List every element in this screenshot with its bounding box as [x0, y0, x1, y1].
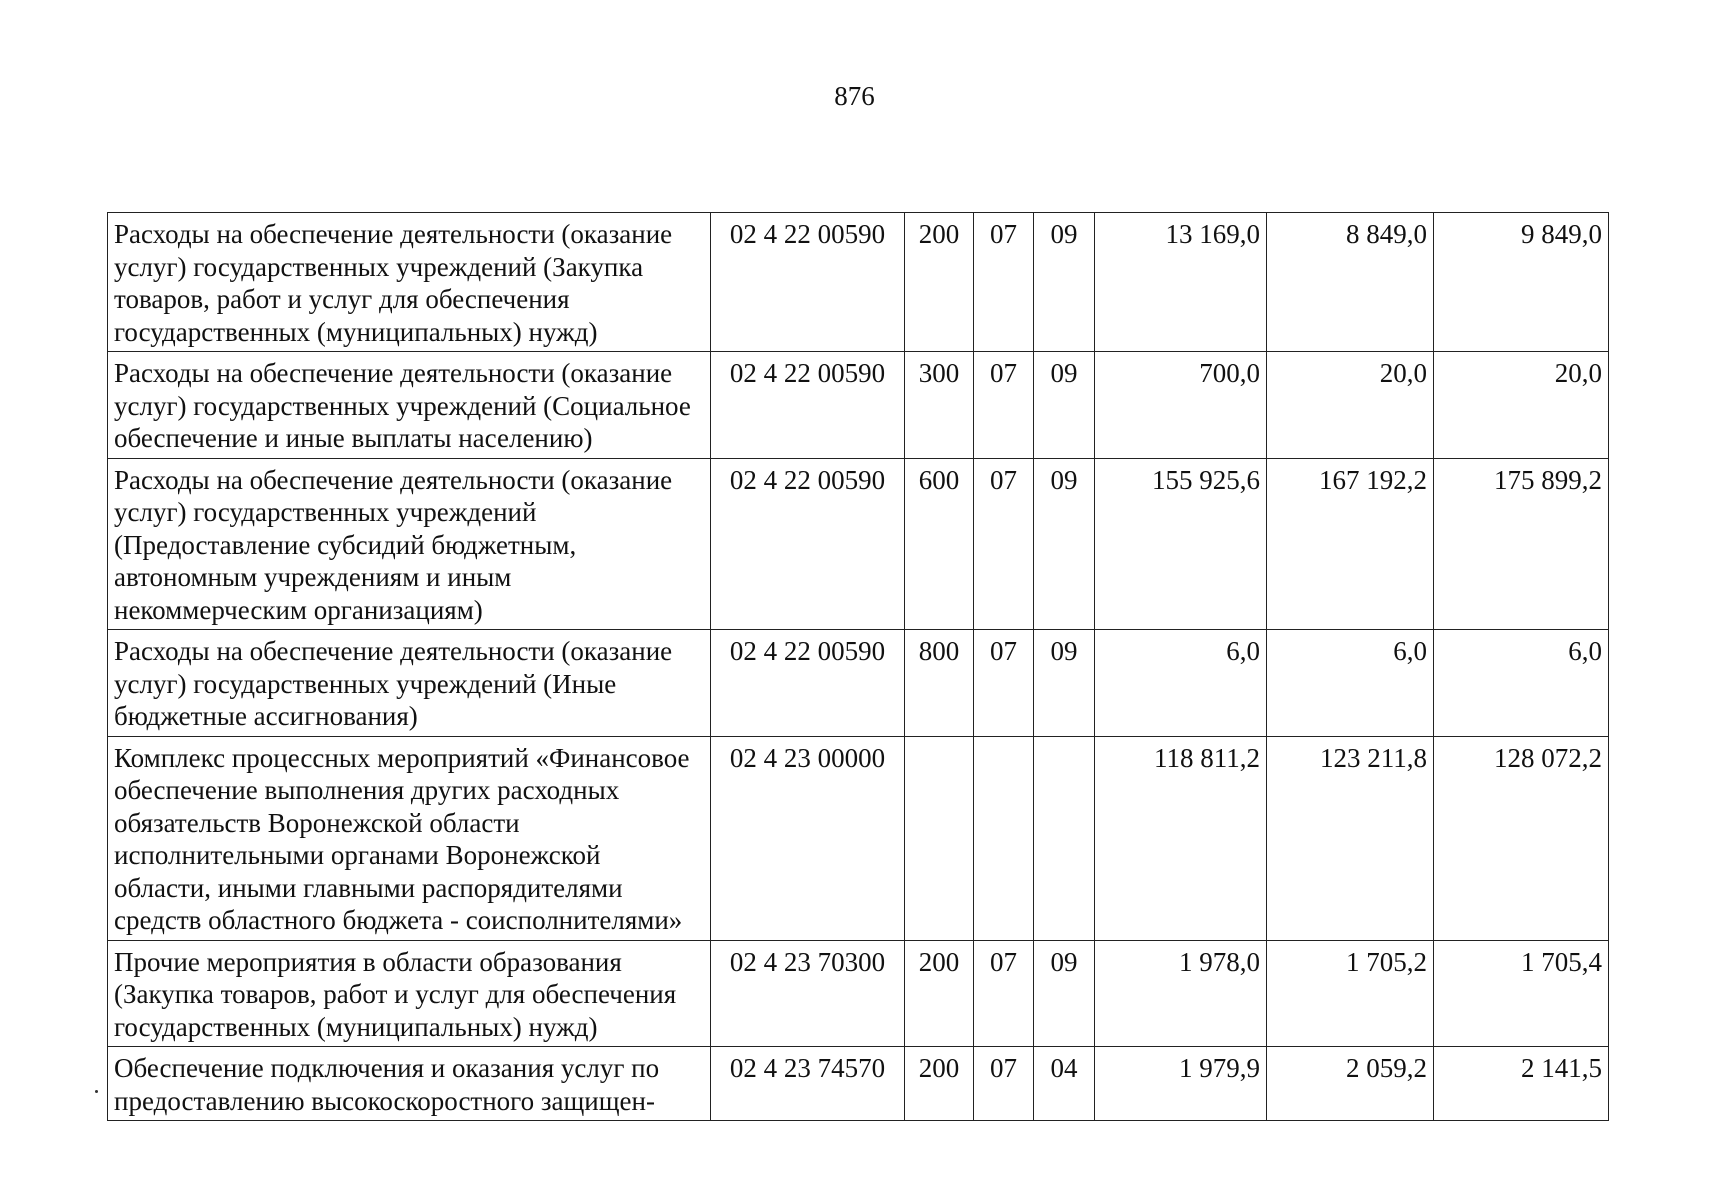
expense-type-code: 200	[905, 940, 974, 1047]
expense-type-code	[905, 736, 974, 940]
expense-name: Расходы на обеспечение деятельности (оказание услуг) государственных учреждений (Закупка товаров, работ и услуг для обеспечения государственных (муниципальных) нужд)	[108, 213, 711, 352]
target-article-code: 02 4 22 00590	[711, 352, 905, 459]
table-row	[108, 352, 1609, 459]
target-article-code: 02 4 22 00590	[711, 458, 905, 630]
amount-year-3: 175 899,2	[1434, 458, 1609, 630]
amount-year-2: 123 211,8	[1267, 736, 1434, 940]
page-number: 876	[834, 81, 875, 111]
amount-year-1: 6,0	[1095, 630, 1267, 737]
section-code	[974, 736, 1034, 940]
amount-year-1: 700,0	[1095, 352, 1267, 459]
section-code: 07	[974, 458, 1034, 630]
amount-year-3: 20,0	[1434, 352, 1609, 459]
amount-year-1: 155 925,6	[1095, 458, 1267, 630]
target-article-code: 02 4 23 00000	[711, 736, 905, 940]
expense-type-code: 200	[905, 1047, 974, 1121]
amount-year-2: 20,0	[1267, 352, 1434, 459]
table-row	[108, 940, 1609, 1047]
target-article-code: 02 4 22 00590	[711, 213, 905, 352]
amount-year-2: 1 705,2	[1267, 940, 1434, 1047]
table-row	[108, 213, 1609, 352]
section-code: 07	[974, 352, 1034, 459]
subsection-code: 09	[1034, 458, 1095, 630]
subsection-code: 09	[1034, 630, 1095, 737]
expense-type-code: 200	[905, 213, 974, 352]
subsection-code: 09	[1034, 213, 1095, 352]
amount-year-3: 1 705,4	[1434, 940, 1609, 1047]
target-article-code: 02 4 23 70300	[711, 940, 905, 1047]
amount-year-1: 1 978,0	[1095, 940, 1267, 1047]
subsection-code: 09	[1034, 940, 1095, 1047]
amount-year-1: 1 979,9	[1095, 1047, 1267, 1121]
expense-name: Расходы на обеспечение деятельности (оказание услуг) государственных учреждений (Социальное обеспечение и иные выплаты населению)	[108, 352, 711, 459]
amount-year-1: 13 169,0	[1095, 213, 1267, 352]
amount-year-2: 6,0	[1267, 630, 1434, 737]
amount-year-2: 167 192,2	[1267, 458, 1434, 630]
subsection-code: 09	[1034, 352, 1095, 459]
amount-year-3: 128 072,2	[1434, 736, 1609, 940]
expense-name: Прочие мероприятия в области образования (Закупка товаров, работ и услуг для обеспечения государственных (муниципальных) нужд)	[108, 940, 711, 1047]
amount-year-3: 6,0	[1434, 630, 1609, 737]
amount-year-2: 2 059,2	[1267, 1047, 1434, 1121]
expense-name: Комплекс процессных мероприятий «Финансовое обеспечение выполнения других расходных обязательств Воронежской области исполнительными органами Воронежской области, иными главными распорядителями средств областного бюджета - соисполнителями»	[108, 736, 711, 940]
expense-type-code: 600	[905, 458, 974, 630]
expense-type-code: 300	[905, 352, 974, 459]
section-code: 07	[974, 213, 1034, 352]
scan-speck	[95, 1090, 98, 1093]
table-row	[108, 630, 1609, 737]
section-code: 07	[974, 630, 1034, 737]
expense-name: Расходы на обеспечение деятельности (оказание услуг) государственных учреждений (Иные бюджетные ассигнования)	[108, 630, 711, 737]
amount-year-1: 118 811,2	[1095, 736, 1267, 940]
budget-table	[107, 212, 1609, 1121]
table-row	[108, 736, 1609, 940]
expense-name: Обеспечение подключения и оказания услуг по предоставлению высокоскоростного защищен-	[108, 1047, 711, 1121]
expense-type-code: 800	[905, 630, 974, 737]
target-article-code: 02 4 22 00590	[711, 630, 905, 737]
amount-year-3: 2 141,5	[1434, 1047, 1609, 1121]
amount-year-3: 9 849,0	[1434, 213, 1609, 352]
table-row	[108, 458, 1609, 630]
expense-name: Расходы на обеспечение деятельности (оказание услуг) государственных учреждений (Предоставление субсидий бюджетным, автономным учреждениям и иным некоммерческим организациям)	[108, 458, 711, 630]
table-row	[108, 1047, 1609, 1121]
subsection-code	[1034, 736, 1095, 940]
subsection-code: 04	[1034, 1047, 1095, 1121]
section-code: 07	[974, 1047, 1034, 1121]
amount-year-2: 8 849,0	[1267, 213, 1434, 352]
target-article-code: 02 4 23 74570	[711, 1047, 905, 1121]
section-code: 07	[974, 940, 1034, 1047]
